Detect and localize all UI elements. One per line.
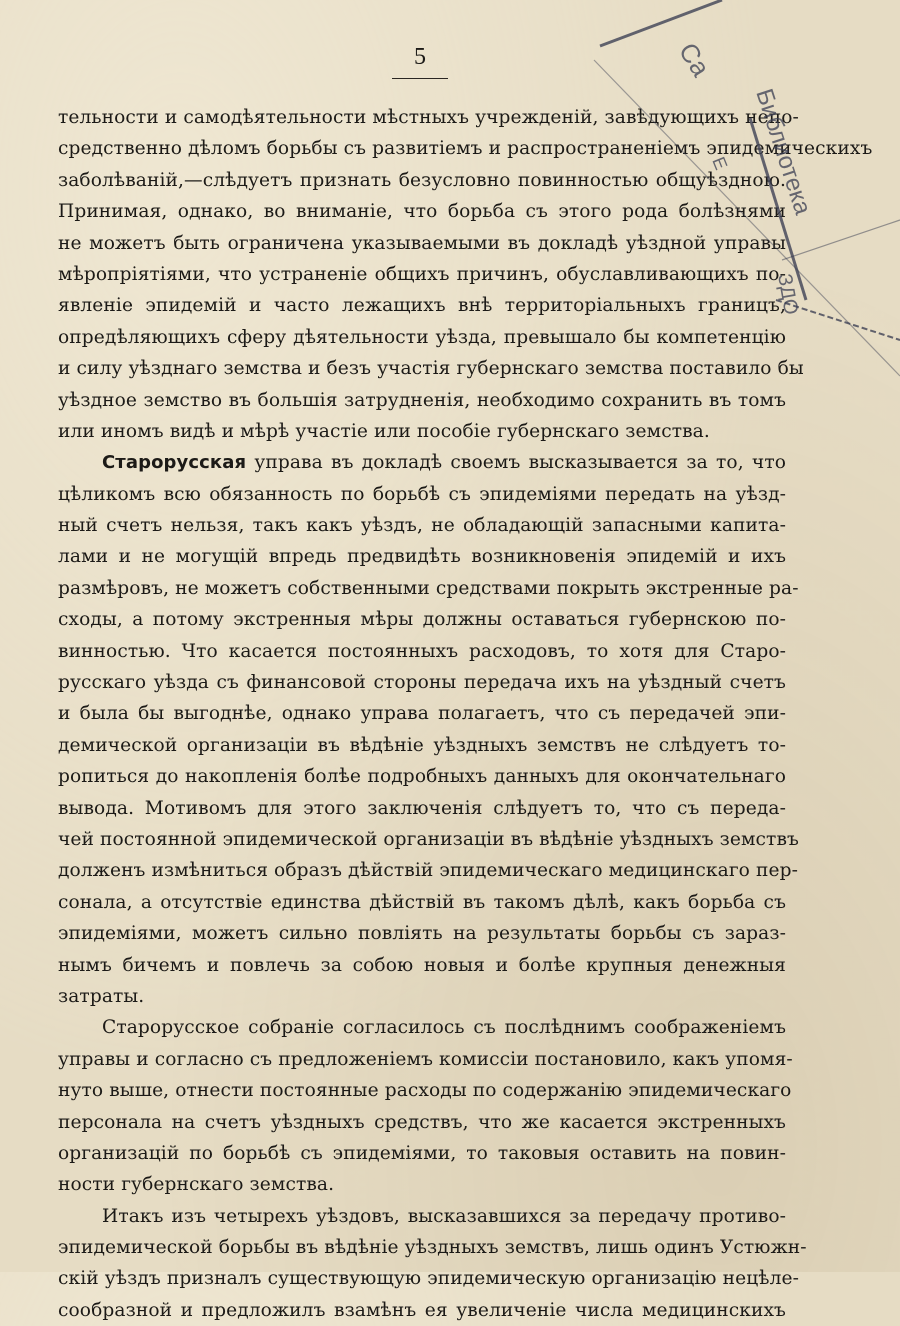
text-line: нымъ бичемъ и повлечь за собою новыя и болѣе крупныя денежныя xyxy=(58,954,786,976)
text-line: эпидемической борьбы въ вѣдѣніе уѣздныхъ земствъ, лишь одинъ Устюжн- xyxy=(58,1237,807,1259)
text-line: уѣздное земство въ большія затрудненія, необходимо сохранить въ томъ xyxy=(58,389,786,411)
svg-text:Са: Са xyxy=(672,37,717,82)
text-line: явленіе эпидемій и часто лежащихъ внѣ территоріальныхъ границъ, xyxy=(58,295,786,317)
paragraph-2 xyxy=(58,447,799,1012)
text-line: демической организаціи въ вѣдѣніе уѣздныхъ земствъ не слѣдуетъ то- xyxy=(58,734,786,756)
text-line: русскаго уѣзда съ финансовой стороны передача ихъ на уѣздный счетъ xyxy=(58,672,786,694)
text-line xyxy=(58,447,786,478)
text-line: затраты. xyxy=(58,985,145,1007)
text-line: или иномъ видѣ и мѣрѣ участіе или пособіе губернскаго земства. xyxy=(58,420,710,442)
text-line: цѣликомъ всю обязанность по борьбѣ съ эпидеміями передать на уѣзд- xyxy=(58,483,786,505)
text-line: средственно дѣломъ борьбы съ развитіемъ и распространеніемъ эпидемическихъ xyxy=(58,138,873,160)
text-line: долженъ измѣниться образъ дѣйствій эпидемическаго медицинскаго пер- xyxy=(58,860,798,882)
paragraph-3 xyxy=(58,1012,793,1200)
text-line: Итакъ изъ четырехъ уѣздовъ, высказавшихся за передачу противо- xyxy=(102,1205,786,1227)
text-line: сходы, а потому экстренныя мѣры должны оставаться губернскою по- xyxy=(58,609,786,631)
text-line: не можетъ быть ограничена указываемыми въ докладѣ уѣздной управы xyxy=(58,232,786,254)
text-line: управы и согласно съ предложеніемъ комиссіи постановило, какъ упомя- xyxy=(58,1048,793,1070)
text-line: размѣровъ, не можетъ собственными средствами покрыть экстренные ра- xyxy=(58,577,799,599)
text-line: сонала, а отсутствіе единства дѣйствій въ такомъ дѣлѣ, какъ борьба съ xyxy=(58,891,786,913)
text-line: и была бы выгоднѣе, однако управа полагаетъ, что съ передачей эпи- xyxy=(58,703,786,725)
text-line: винностью. Что касается постоянныхъ расходовъ, то хотя для Старо- xyxy=(58,640,786,662)
bold-lead-word: Старорусская xyxy=(102,452,247,474)
text-line: Старорусское собраніе согласилось съ послѣднимъ соображеніемъ xyxy=(102,1017,786,1039)
text-line: лами и не могущій впредь предвидѣть возникновенія эпидемій и ихъ xyxy=(58,546,786,568)
page-number-underline xyxy=(392,78,448,79)
svg-text:ЗДО: ЗДО xyxy=(773,272,802,317)
text-line: персонала на счетъ уѣздныхъ средствъ, что же касается экстренныхъ xyxy=(58,1111,786,1133)
text-line: эпидеміями, можетъ сильно повліять на результаты борьбы съ зараз- xyxy=(58,923,786,945)
text-line: скій уѣздъ призналъ существующую эпидемическую организацію нецѣле- xyxy=(58,1268,799,1290)
text-line: вывода. Мотивомъ для этого заключенія слѣдуетъ то, что съ переда- xyxy=(58,797,786,819)
text-line: организацій по борьбѣ съ эпидеміями, то таковыя оставить на повин- xyxy=(58,1142,786,1164)
paragraph-4 xyxy=(58,1201,807,1326)
text-line: сообразной и предложилъ взамѣнъ ея увеличеніе числа медицинскихъ xyxy=(58,1299,786,1321)
text-line: Принимая, однако, во вниманіе, что борьба съ этого рода болѣзнями xyxy=(58,201,786,223)
text-line: ности губернскаго земства. xyxy=(58,1174,335,1196)
text-line: нуто выше, отнести постоянные расходы по содержанію эпидемическаго xyxy=(58,1080,792,1102)
page-number: 5 xyxy=(414,44,426,70)
svg-text:Е: Е xyxy=(708,154,732,173)
text-line: чей постоянной эпидемической организаціи въ вѣдѣніе уѣздныхъ земствъ xyxy=(58,828,799,850)
text-line: ный счетъ нельзя, такъ какъ уѣздъ, не обладающій запасными капита- xyxy=(58,515,786,537)
text-line: мѣропріятіями, что устраненіе общихъ причинъ, обуславливающихъ по- xyxy=(58,263,786,285)
svg-text:Библиотека: Библиотека xyxy=(750,85,817,218)
text-line: заболѣваній,—слѣдуетъ признать безусловно повинностью общуѣздною. xyxy=(58,169,786,191)
text-line: и силу уѣзднаго земства и безъ участія губернскаго земства поставило бы xyxy=(58,358,804,380)
text-line: опредѣляющихъ сферу дѣятельности уѣзда, превышало бы компетенцію xyxy=(58,326,786,348)
text-fragment: управа въ докладѣ своемъ высказывается за то, что xyxy=(246,452,786,474)
text-line: тельности и самодѣятельности мѣстныхъ учрежденій, завѣдующихъ непо- xyxy=(58,107,799,128)
text-line: ропиться до накопленія болѣе подробныхъ данныхъ для окончательнаго xyxy=(58,766,786,788)
